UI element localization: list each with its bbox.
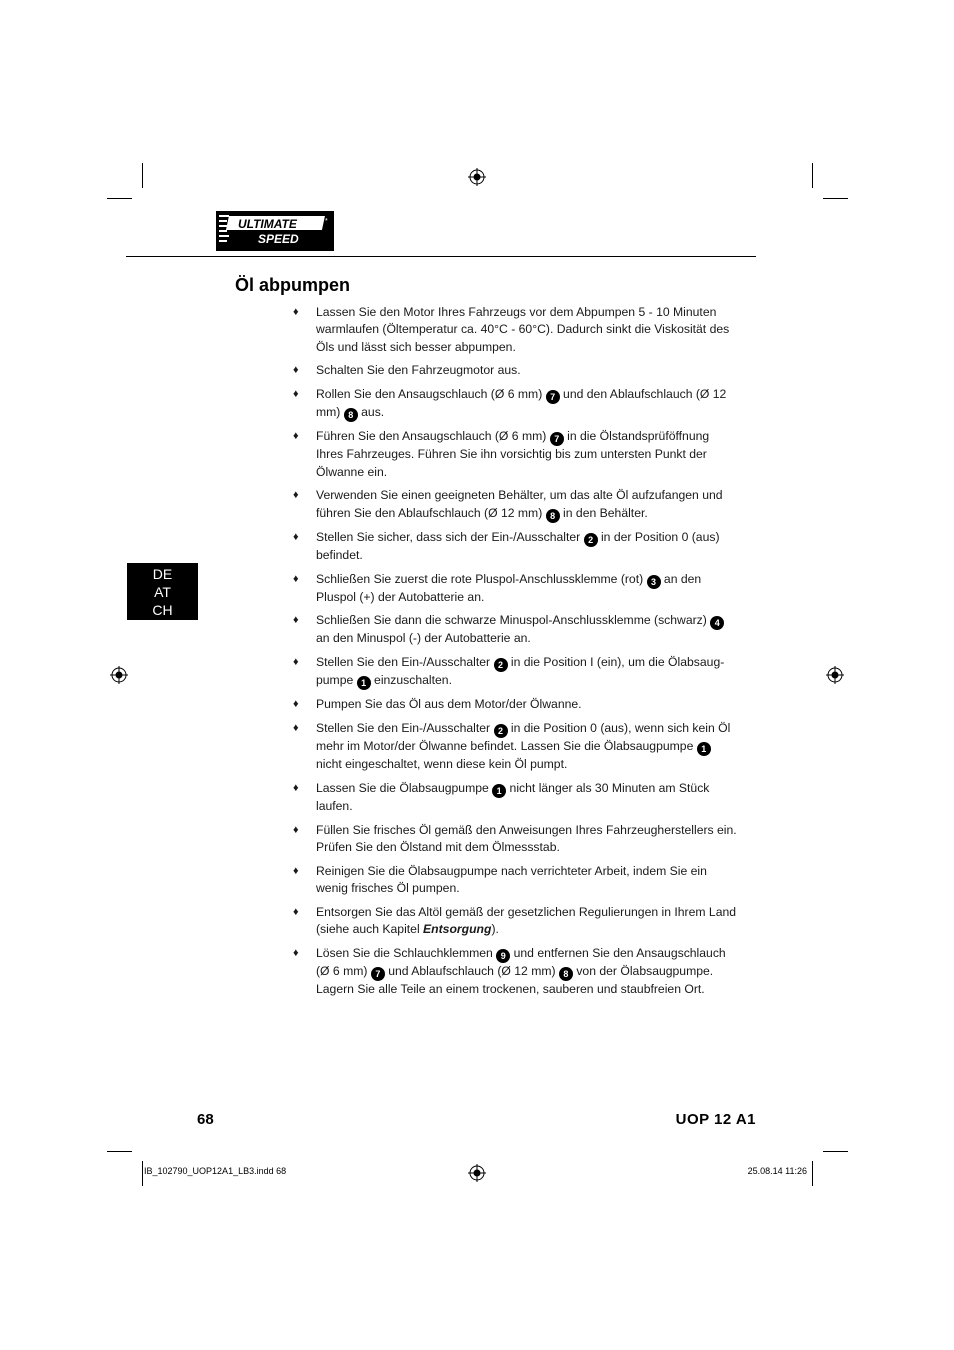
- step-text: Rollen Sie den Ansaugschlauch (Ø 6 mm): [316, 386, 546, 401]
- page-number: 68: [197, 1111, 214, 1128]
- emphasis-text: Entsorgung: [423, 921, 492, 936]
- language-tab: [127, 563, 198, 620]
- step-text: ).: [491, 921, 499, 936]
- list-item: [293, 428, 738, 481]
- part-number-badge: 4: [710, 616, 724, 630]
- header-rule: [126, 256, 756, 257]
- logo-text-ultimate: ULTIMATE: [238, 217, 297, 231]
- crop-mark: [812, 163, 813, 188]
- list-item: [293, 720, 738, 773]
- part-number-badge: 9: [496, 949, 510, 963]
- step-text: an den Pluspol (+) der Autobatterie an.: [316, 571, 702, 604]
- step-text: in die Ölstandsprüföffnung Ihres Fahrzeuges. Führen Sie ihn vorsichtig bis zum untersten Punkt der Ölwanne ein.: [316, 429, 710, 479]
- list-item: [293, 571, 738, 606]
- diamond-bullet-icon: ♦: [293, 531, 299, 544]
- step-text: und Ablaufschlauch (Ø 12 mm): [384, 963, 559, 978]
- step-text: in der Position 0 (aus) befindet.: [316, 530, 720, 563]
- diamond-bullet-icon: ♦: [293, 306, 299, 318]
- list-item: [293, 362, 738, 379]
- step-text: in den Behälter.: [559, 505, 648, 520]
- list-item: [293, 696, 738, 713]
- crop-mark: [142, 163, 143, 188]
- diamond-bullet-icon: ♦: [293, 946, 299, 959]
- diamond-bullet-icon: ♦: [293, 387, 299, 400]
- part-number-badge: 7: [546, 390, 560, 404]
- registration-mark-icon: [110, 666, 128, 684]
- diamond-bullet-icon: ♦: [293, 864, 299, 877]
- step-text: in die Position 0 (aus), wenn sich kein Öl mehr im Motor/der Ölwanne befindet. Lassen Sie die Ölabsaugpumpe: [316, 721, 731, 754]
- list-item: [293, 386, 738, 422]
- list-item: [293, 487, 738, 522]
- list-item: [293, 780, 738, 815]
- diamond-bullet-icon: ♦: [293, 614, 299, 627]
- part-number-badge: 2: [584, 533, 598, 547]
- part-number-badge: 7: [550, 432, 564, 446]
- diamond-bullet-icon: ♦: [293, 656, 299, 669]
- ultimate-speed-logo: [216, 211, 334, 251]
- step-text: Schalten Sie den Fahrzeugmotor aus.: [316, 363, 521, 378]
- step-text: Lassen Sie den Motor Ihres Fahrzeugs vor dem Abpumpen 5 - 10 Minuten warmlaufen (Öltemperatur ca. 40°C - 60°C). Dadurch sinkt die Viskosität des Öls und lässt sich besser abpumpen.: [316, 305, 730, 354]
- step-text: Reinigen Sie die Ölabsaugpumpe nach verrichteter Arbeit, indem Sie ein wenig frisches Öl pumpen.: [316, 863, 707, 895]
- instruction-list: [293, 304, 738, 1004]
- step-text: Führen Sie den Ansaugschlauch (Ø 6 mm): [316, 429, 550, 444]
- diamond-bullet-icon: ♦: [293, 489, 299, 502]
- crop-mark: [107, 198, 132, 199]
- list-item: [293, 863, 738, 898]
- diamond-bullet-icon: ♦: [293, 364, 299, 377]
- part-number-badge: 7: [371, 967, 385, 981]
- svg-text:*: *: [325, 218, 328, 225]
- list-item: [293, 945, 738, 998]
- part-number-badge: 8: [546, 509, 560, 523]
- crop-mark: [142, 1161, 143, 1186]
- step-text: Pumpen Sie das Öl aus dem Motor/der Ölwanne.: [316, 697, 582, 712]
- diamond-bullet-icon: ♦: [293, 781, 299, 794]
- registration-mark-icon: [468, 168, 486, 186]
- crop-mark: [812, 1161, 813, 1186]
- part-number-badge: 2: [494, 658, 508, 672]
- registration-mark-icon: [468, 1164, 486, 1182]
- crop-mark: [107, 1151, 132, 1152]
- step-text: Verwenden Sie einen geeigneten Behälter, um das alte Öl aufzufangen und führen Sie den Ablaufschlauch (Ø 12 mm): [316, 488, 723, 520]
- step-text: Füllen Sie frisches Öl gemäß den Anweisungen Ihres Fahrzeugherstellers ein. Prüfen Sie den Ölstand mit dem Ölmessstab.: [316, 822, 737, 854]
- list-item: [293, 654, 738, 690]
- model-number: UOP 12 A1: [675, 1111, 756, 1128]
- step-text: und entfernen Sie den Ansaugschlauch (Ø 6 mm): [316, 945, 726, 978]
- step-text: an den Minuspol (-) der Autobatterie an.: [316, 631, 531, 646]
- step-text: in die Position I (ein), um die Ölabsaugpumpe: [316, 655, 725, 688]
- part-number-badge: 8: [344, 408, 358, 422]
- list-item: [293, 612, 738, 647]
- step-text: Lösen Sie die Schlauchklemmen: [316, 945, 497, 960]
- step-text: Schließen Sie dann die schwarze Minuspol-Anschlussklemme (schwarz): [316, 613, 711, 628]
- step-text: Lassen Sie die Ölabsaugpumpe: [316, 780, 493, 795]
- list-item: [293, 304, 738, 356]
- logo-text-speed: SPEED: [258, 232, 299, 246]
- step-text: Schließen Sie zuerst die rote Pluspol-Anschlussklemme (rot): [316, 571, 647, 586]
- step-text: einzuschalten.: [370, 673, 452, 688]
- language-code: DE: [152, 565, 173, 582]
- list-item: [293, 529, 738, 564]
- part-number-badge: 2: [494, 724, 508, 738]
- step-text: Stellen Sie sicher, dass sich der Ein-/Ausschalter: [316, 530, 584, 545]
- imprint-datetime: 25.08.14 11:26: [747, 1166, 807, 1176]
- part-number-badge: 1: [697, 742, 711, 756]
- step-text: nicht eingeschaltet, wenn diese kein Öl pumpt.: [316, 757, 568, 772]
- step-text: aus.: [357, 404, 385, 419]
- diamond-bullet-icon: ♦: [293, 430, 299, 443]
- part-number-badge: 1: [357, 676, 371, 690]
- section-title: Öl abpumpen: [235, 275, 351, 295]
- step-text: Entsorgen Sie das Altöl gemäß der gesetzlichen Regulierungen in Ihrem Land (siehe auch Kapitel: [316, 904, 737, 936]
- list-item: [293, 904, 738, 939]
- diamond-bullet-icon: ♦: [293, 823, 299, 836]
- diamond-bullet-icon: ♦: [293, 698, 299, 711]
- crop-mark: [823, 198, 848, 199]
- imprint-file: IB_102790_UOP12A1_LB3.indd 68: [144, 1166, 287, 1176]
- step-text: Stellen Sie den Ein-/Ausschalter: [316, 721, 494, 736]
- step-text: von der Ölabsaugpumpe. Lagern Sie alle Teile an einem trockenen, sauberen und staubfreien Ort.: [316, 963, 714, 996]
- list-item: [293, 822, 738, 857]
- language-code: CH: [152, 601, 173, 618]
- crop-mark: [823, 1151, 848, 1152]
- step-text: und den Ablaufschlauch (Ø 12 mm): [316, 386, 727, 419]
- step-text: Stellen Sie den Ein-/Ausschalter: [316, 655, 494, 670]
- part-number-badge: 1: [492, 784, 506, 798]
- registration-mark-icon: [826, 666, 844, 684]
- diamond-bullet-icon: ♦: [293, 572, 299, 585]
- part-number-badge: 3: [647, 575, 661, 589]
- diamond-bullet-icon: ♦: [293, 722, 299, 735]
- diamond-bullet-icon: ♦: [293, 905, 299, 918]
- step-text: nicht länger als 30 Minuten am Stück laufen.: [316, 780, 710, 813]
- language-code: AT: [154, 583, 171, 600]
- part-number-badge: 8: [559, 967, 573, 981]
